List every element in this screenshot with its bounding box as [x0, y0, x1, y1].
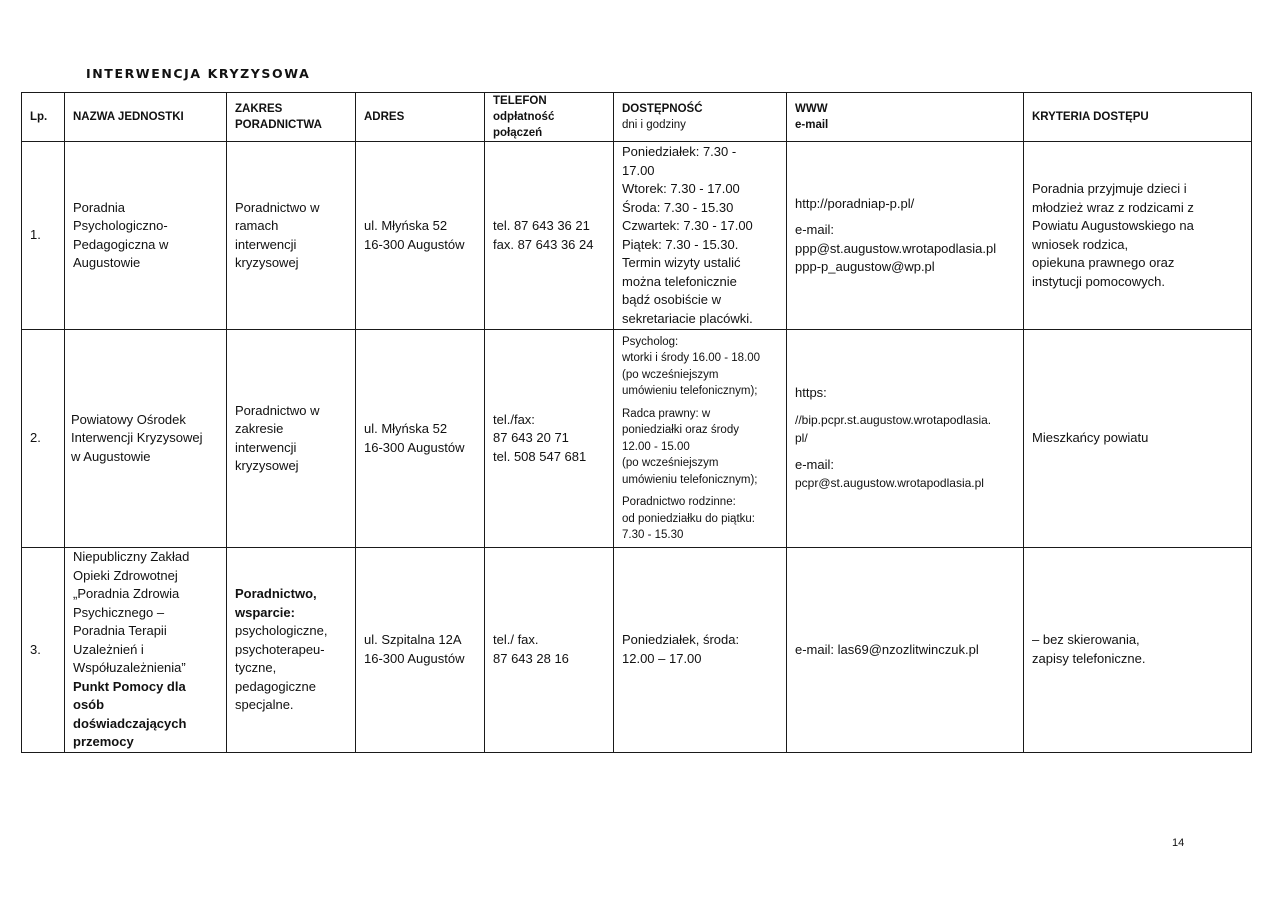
text-line: interwencji — [235, 236, 297, 252]
cell-www — [787, 142, 1024, 330]
fax-number: fax. 87 643 36 24 — [493, 236, 594, 252]
text-line: Interwencji Kryzysowej — [71, 430, 203, 446]
cell-nazwa — [65, 330, 227, 548]
text-line: Psychicznego – — [73, 604, 165, 620]
table-row — [22, 330, 1252, 548]
text-line: Środa: 7.30 - 15.30 — [622, 199, 734, 215]
email-label: e-mail: — [795, 222, 835, 237]
header-www-line: WWW — [795, 103, 828, 115]
text-line: psychologiczne, — [235, 623, 328, 638]
cell-lp: 1. — [22, 142, 65, 330]
text-line: 7.30 - 15.30 — [622, 529, 684, 541]
text-line: Psychologiczno- — [73, 218, 168, 233]
header-nazwa: NAZWA JEDNOSTKI — [65, 93, 227, 142]
text-line: 12.00 - 15.00 — [622, 440, 690, 453]
text-line: opiekuna prawnego oraz — [1032, 255, 1175, 270]
text-line: tel./fax: — [493, 411, 535, 427]
text-line: Poradnictwo w — [235, 402, 320, 418]
cell-zakres — [227, 548, 356, 753]
text-line: Powiatu Augustowskiego na — [1032, 218, 1194, 233]
cell-telefon — [485, 548, 614, 753]
text-line: pedagogiczne — [235, 678, 316, 694]
email-label: e-mail: — [795, 456, 835, 472]
phone-number[interactable]: 87 643 28 16 — [493, 650, 569, 666]
text-line: Poniedziałek, środa: — [622, 632, 740, 648]
website-link[interactable]: http://poradniap-p.pl/ — [795, 195, 915, 211]
header-lp: Lp. — [22, 93, 65, 142]
text-line: ramach — [235, 218, 279, 233]
schedule-block — [622, 334, 778, 400]
header-zakres-line: PORADNICTWA — [235, 119, 322, 131]
cell-adres — [356, 548, 485, 753]
text-line: Poradnia Terapii — [73, 623, 167, 638]
text-line: w Augustowie — [71, 448, 151, 464]
header-www-line: e-mail — [795, 119, 829, 131]
text-line: „Poradnia Zdrowia — [73, 586, 180, 601]
email-link[interactable]: ppp-p_augustow@wp.pl — [795, 259, 935, 274]
header-telefon-line: odpłatność — [493, 111, 555, 123]
phone-number[interactable]: tel. 508 547 681 — [493, 448, 587, 464]
cell-www — [787, 548, 1024, 753]
text-line: psychoterapeu- — [235, 641, 325, 657]
header-row — [22, 93, 1252, 142]
website-link[interactable]: https: — [795, 385, 827, 401]
cell-lp: 3. — [22, 548, 65, 753]
text-line: kryzysowej — [235, 255, 299, 270]
email-link[interactable]: ppp@st.augustow.wrotapodlasia.pl — [795, 240, 997, 256]
text-line: Poradnia — [73, 199, 126, 215]
cell-nazwa — [65, 142, 227, 330]
header-adres: ADRES — [356, 93, 485, 142]
text-line: Wtorek: 7.30 - 17.00 — [622, 181, 740, 196]
text-line: wtorki i środy 16.00 - 18.00 — [622, 352, 761, 364]
cell-lp: 2. — [22, 330, 65, 548]
phone-number[interactable]: 87 643 20 71 — [493, 430, 569, 446]
header-dostepnosc-line: DOSTĘPNOŚĆ — [622, 103, 703, 115]
cell-www — [787, 330, 1024, 548]
text-line: można telefonicznie — [622, 273, 737, 289]
schedule-block — [622, 406, 778, 489]
cell-telefon — [485, 330, 614, 548]
text-line: interwencji — [235, 439, 297, 455]
website-link[interactable]: //bip.pcpr.st.augustow.wrotapodlasia. — [795, 412, 992, 427]
header-www — [787, 93, 1024, 142]
cell-dostepnosc — [614, 548, 787, 753]
text-line: 17.00 — [622, 162, 655, 178]
text-line: 16-300 Augustów — [364, 439, 465, 455]
text-line: Piątek: 7.30 - 15.30. — [622, 236, 739, 252]
crisis-intervention-table — [21, 92, 1252, 753]
table-row — [22, 142, 1252, 330]
text-line: 12.00 – 17.00 — [622, 650, 702, 666]
text-line-bold: przemocy — [73, 734, 134, 749]
text-line: umówieniu telefonicznym); — [622, 385, 758, 397]
text-line-bold: Poradnictwo, — [235, 586, 317, 601]
table-row — [22, 548, 1252, 753]
text-line: tyczne, — [235, 660, 277, 675]
page-number: 14 — [1172, 837, 1185, 849]
text-line: sekretariacie placówki. — [622, 310, 753, 326]
text-line: Czwartek: 7.30 - 17.00 — [622, 218, 753, 233]
header-kryteria: KRYTERIA DOSTĘPU — [1024, 93, 1252, 142]
cell-zakres — [227, 330, 356, 548]
email-link[interactable]: e-mail: las69@nzozlitwinczuk.pl — [795, 641, 979, 657]
text-line: ul. Szpitalna 12A — [364, 632, 462, 648]
website-link[interactable]: pl/ — [795, 431, 808, 446]
text-line: Poradnictwo w — [235, 199, 320, 215]
text-line: Poradnictwo rodzinne: — [622, 496, 736, 508]
header-zakres-line: ZAKRES — [235, 103, 283, 115]
text-line: ul. Młyńska 52 — [364, 218, 448, 233]
cell-adres — [356, 330, 485, 548]
header-telefon-line: TELEFON — [493, 95, 547, 107]
text-line: bądź osobiście w — [622, 292, 721, 307]
cell-dostepnosc — [614, 142, 787, 330]
text-line-bold: doświadczających — [73, 715, 187, 731]
text-line: Poniedziałek: 7.30 - — [622, 144, 737, 159]
text-line: Poradnia przyjmuje dzieci i — [1032, 181, 1187, 196]
header-zakres — [227, 93, 356, 142]
header-dostepnosc — [614, 93, 787, 142]
text-line: 16-300 Augustów — [364, 650, 465, 666]
cell-nazwa — [65, 548, 227, 753]
text-line: Opieki Zdrowotnej — [73, 567, 178, 583]
header-dostepnosc-line: dni i godziny — [622, 119, 686, 131]
text-line: Radca prawny: w — [622, 407, 711, 420]
cell-kryteria — [1024, 142, 1252, 330]
cell-telefon — [485, 142, 614, 330]
email-link[interactable]: pcpr@st.augustow.wrotapodlasia.pl — [795, 476, 984, 491]
cell-zakres — [227, 142, 356, 330]
text-line-bold: osób — [73, 697, 105, 712]
text-line: Augustowie — [73, 255, 141, 270]
text-line: Mieszkańcy powiatu — [1032, 430, 1149, 446]
text-line-bold: wsparcie: — [235, 604, 295, 620]
text-line: zapisy telefoniczne. — [1032, 650, 1146, 666]
header-telefon — [485, 93, 614, 142]
text-line: – bez skierowania, — [1032, 632, 1140, 648]
cell-adres — [356, 142, 485, 330]
section-title: INTERWENCJA KRYZYSOWA — [86, 66, 311, 81]
text-line: Psycholog: — [622, 335, 679, 348]
text-line: tel./ fax. — [493, 632, 539, 648]
text-line: Uzależnień i — [73, 641, 144, 657]
text-line: Niepubliczny Zakład — [73, 549, 190, 564]
text-line: wniosek rodzica, — [1032, 236, 1129, 252]
schedule-block — [622, 494, 778, 544]
text-line: specjalne. — [235, 697, 294, 712]
text-line: (po wcześniejszym — [622, 457, 719, 469]
text-line: umówieniu telefonicznym); — [622, 473, 758, 486]
cell-dostepnosc — [614, 330, 787, 548]
text-line: Termin wizyty ustalić — [622, 255, 741, 270]
text-line: Pedagogiczna w — [73, 236, 169, 252]
text-line: kryzysowej — [235, 458, 299, 473]
cell-kryteria — [1024, 548, 1252, 753]
text-line: (po wcześniejszym — [622, 368, 719, 381]
text-line-bold: Punkt Pomocy dla — [73, 678, 186, 694]
text-line: od poniedziałku do piątku: — [622, 512, 755, 525]
text-line: młodzież wraz z rodzicami z — [1032, 199, 1194, 215]
text-line: zakresie — [235, 421, 284, 436]
text-line: 16-300 Augustów — [364, 236, 465, 252]
text-line: poniedziałki oraz środy — [622, 424, 739, 436]
header-telefon-line: połączeń — [493, 127, 543, 139]
phone-number[interactable]: tel. 87 643 36 21 — [493, 218, 590, 233]
text-line: Powiatowy Ośrodek — [71, 411, 186, 427]
text-line: Współuzależnienia” — [73, 660, 186, 675]
text-line: instytucji pomocowych. — [1032, 273, 1165, 289]
cell-kryteria — [1024, 330, 1252, 548]
text-line: ul. Młyńska 52 — [364, 421, 448, 436]
